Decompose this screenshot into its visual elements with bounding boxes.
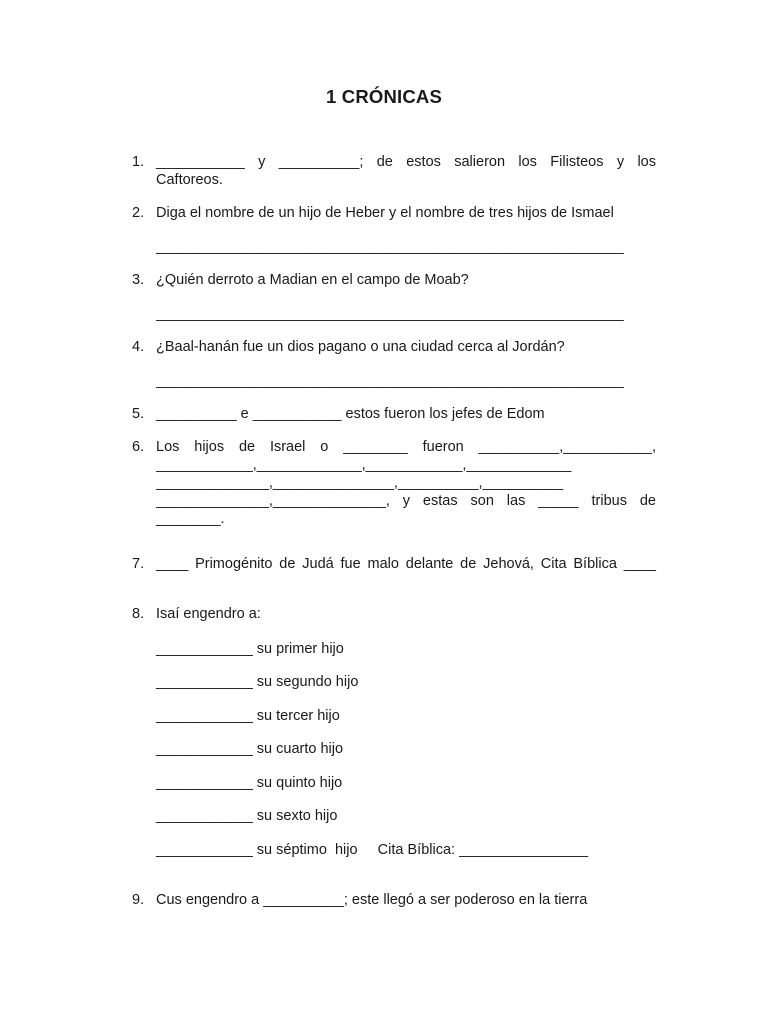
question-1-line-1: ___________ y __________; de estos salieron los Filisteos y los [156,154,656,170]
question-8-son-5: ____________ su quinto hijo [156,775,343,791]
question-6 [132,438,656,528]
question-6-line-2: ____________,_____________,____________,_____________ [156,457,572,473]
question-9-text: Cus engendro a __________; este llegó a ser poderoso en la tierra [156,892,588,908]
question-9 [132,891,656,909]
question-number: 7. [132,556,145,572]
question-8-son-2: ____________ su segundo hijo [156,674,359,690]
question-number: 1. [132,154,145,170]
question-number: 6. [132,439,145,455]
question-2-text: Diga el nombre de un hijo de Heber y el nombre de tres hijos de Ismael [156,205,614,221]
question-3-answer-line: __________________________________________________________ [156,306,624,322]
question-5-text: __________ e ___________ estos fueron los jefes de Edom [156,406,545,422]
question-5 [132,405,656,423]
question-number: 2. [132,205,145,221]
question-8 [132,605,656,623]
question-6-line-5: ________. [156,511,225,527]
question-2-answer-line: __________________________________________________________ [156,239,624,255]
question-8-son-4: ____________ su cuarto hijo [156,741,344,757]
question-8-son-6: ____________ su sexto hijo [156,808,338,824]
question-4-answer-line: __________________________________________________________ [156,373,624,389]
question-7-text: ____ Primogénito de Judá fue malo delante de Jehová, Cita Bíblica ____ [156,556,656,572]
question-4 [132,338,656,356]
question-4-text: ¿Baal-hanán fue un dios pagano o una ciudad cerca al Jordán? [156,339,565,355]
question-6-line-3: ______________,_______________,__________,__________ [156,475,564,491]
question-3 [132,271,656,289]
question-8-son-7: ____________ su séptimo hijo Cita Bíblica: ________________ [156,842,589,858]
question-6-line-4: ______________,______________, y estas son las _____ tribus de [156,493,656,509]
question-8-son-3: ____________ su tercer hijo [156,708,340,724]
question-6-line-1: Los hijos de Israel o ________ fueron __________,___________, [156,439,656,455]
question-8-son-1: ____________ su primer hijo [156,641,344,657]
question-number: 4. [132,339,145,355]
page-title: 1 CRÓNICAS [325,86,443,107]
question-number: 5. [132,406,145,422]
question-number: 3. [132,272,145,288]
question-1-line-2: Caftoreos. [156,172,223,188]
question-7 [132,555,656,573]
question-3-text: ¿Quién derroto a Madian en el campo de Moab? [156,272,469,288]
question-2 [132,204,656,222]
question-number: 9. [132,892,145,908]
question-number: 8. [132,606,145,622]
question-8-text: Isaí engendro a: [156,606,261,622]
question-1 [132,153,656,189]
